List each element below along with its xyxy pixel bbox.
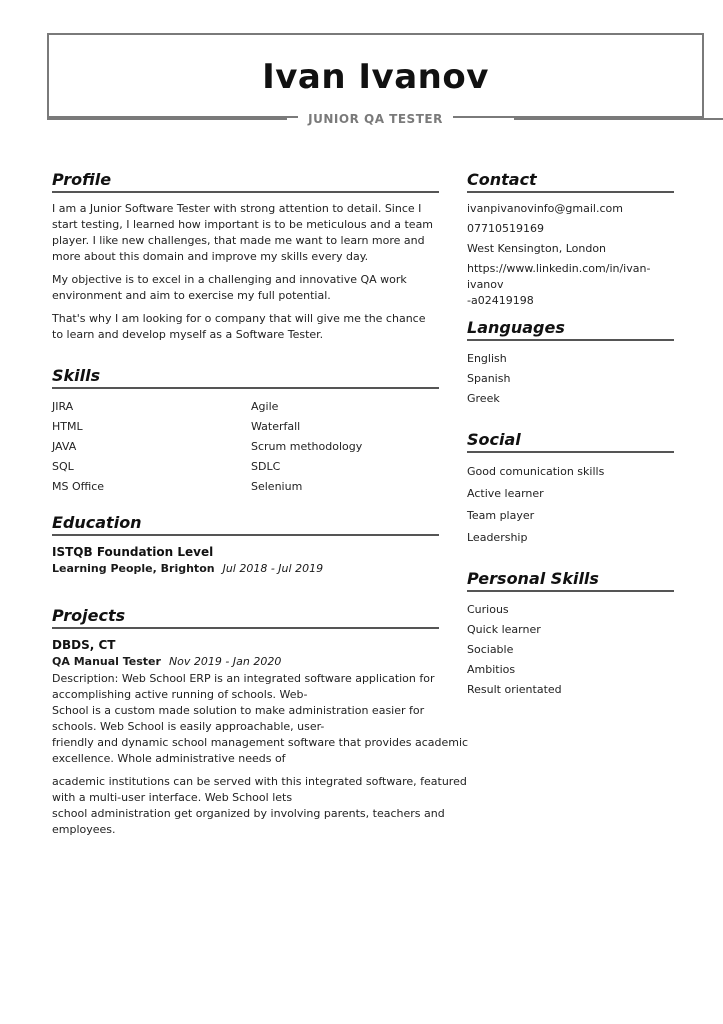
profile-paragraph: That's why I am looking for o company that will give me the chance to learn and develop myself as a Software Tester. <box>52 312 426 341</box>
project-description <box>52 671 469 838</box>
education-details <box>52 560 439 578</box>
social-heading: Social <box>467 430 674 453</box>
job-title-row <box>47 108 704 128</box>
skill-item: Waterfall <box>251 420 301 433</box>
project-description-line: with a multi-user interface. Web School lets <box>52 791 293 804</box>
profile-heading: Profile <box>52 170 439 193</box>
education-title: ISTQB Foundation Level <box>52 545 214 559</box>
skills-grid <box>52 397 439 497</box>
project-description-line: employees. <box>52 823 116 836</box>
skill-item: MS Office <box>52 480 105 493</box>
skill-item: Agile <box>251 400 279 413</box>
social-item: Team player <box>467 509 535 522</box>
project-role-row <box>52 653 439 671</box>
linkedin-line: -a02419198 <box>467 294 534 307</box>
personal-skill-item: Result orientated <box>467 683 562 696</box>
skills-column-2 <box>251 397 439 497</box>
contact-heading: Contact <box>467 170 674 193</box>
name-box <box>47 33 704 118</box>
social-section <box>467 430 674 549</box>
divider-left <box>47 118 287 120</box>
project-name: DBDS, CT <box>52 638 116 652</box>
languages-heading: Languages <box>467 318 674 341</box>
project-description-line: schools. Web School is easily approachable, user- <box>52 720 325 733</box>
skills-column-1 <box>52 397 251 497</box>
skill-item: Selenium <box>251 480 303 493</box>
contact-section <box>467 170 674 313</box>
contact-phone: 07710519169 <box>467 222 544 235</box>
languages-section <box>467 318 674 409</box>
skills-section <box>52 366 439 497</box>
project-description-line: friendly and dynamic school management software that provides academic <box>52 736 469 749</box>
project-description-line: accomplishing active running of schools. Web- <box>52 688 308 701</box>
skill-item: Scrum methodology <box>251 440 363 453</box>
personal-skill-item: Sociable <box>467 643 514 656</box>
social-item: Leadership <box>467 531 528 544</box>
profile-paragraph: I am a Junior Software Tester with strong attention to detail. Since I start testing, I learned how important is to be meticulous and a team player. I like new challenges, that made me want to learn more and more about this domain and improve my skills every day. <box>52 202 434 263</box>
contact-linkedin[interactable] <box>467 261 674 309</box>
linkedin-line: https://www.linkedin.com/in/ivan-ivanov <box>467 262 651 291</box>
job-title: JUNIOR QA TESTER <box>298 112 453 126</box>
language-item: Greek <box>467 392 500 405</box>
profile-paragraph: My objective is to excel in a challenging and innovative QA work environment and aim to exercise my full potential. <box>52 273 407 302</box>
education-section <box>52 513 439 578</box>
personal-skills-heading: Personal Skills <box>467 569 674 592</box>
profile-section <box>52 170 439 350</box>
personal-skill-item: Quick learner <box>467 623 541 636</box>
project-role: QA Manual Tester <box>52 655 161 668</box>
personal-skills-section <box>467 569 674 700</box>
projects-section <box>52 606 469 838</box>
project-dates: Nov 2019 - Jan 2020 <box>168 655 282 668</box>
skill-item: JAVA <box>52 440 77 453</box>
social-item: Good comunication skills <box>467 465 605 478</box>
project-description-line: academic institutions can be served with this integrated software, featured <box>52 775 467 788</box>
personal-skill-item: Curious <box>467 603 509 616</box>
divider-right <box>514 118 723 120</box>
language-item: English <box>467 352 507 365</box>
project-description-line: excellence. Whole administrative needs of <box>52 752 286 765</box>
contact-location: West Kensington, London <box>467 242 607 255</box>
personal-skill-item: Ambitios <box>467 663 516 676</box>
skill-item: SDLC <box>251 460 281 473</box>
project-description-line: school administration get organized by involving parents, teachers and <box>52 807 445 820</box>
project-description-line: Description: Web School ERP is an integrated software application for <box>52 672 435 685</box>
skills-heading: Skills <box>52 366 439 389</box>
skill-item: SQL <box>52 460 74 473</box>
project-description-line: School is a custom made solution to make administration easier for <box>52 704 425 717</box>
language-item: Spanish <box>467 372 511 385</box>
projects-heading: Projects <box>52 606 439 629</box>
social-item: Active learner <box>467 487 544 500</box>
education-heading: Education <box>52 513 439 536</box>
contact-email[interactable]: ivanpivanovinfo@gmail.com <box>467 202 623 215</box>
skill-item: HTML <box>52 420 83 433</box>
candidate-name: Ivan Ivanov <box>262 57 489 97</box>
education-org: Learning People, Brighton <box>52 562 215 575</box>
education-dates: Jul 2018 - Jul 2019 <box>222 562 324 575</box>
skill-item: JIRA <box>52 400 74 413</box>
